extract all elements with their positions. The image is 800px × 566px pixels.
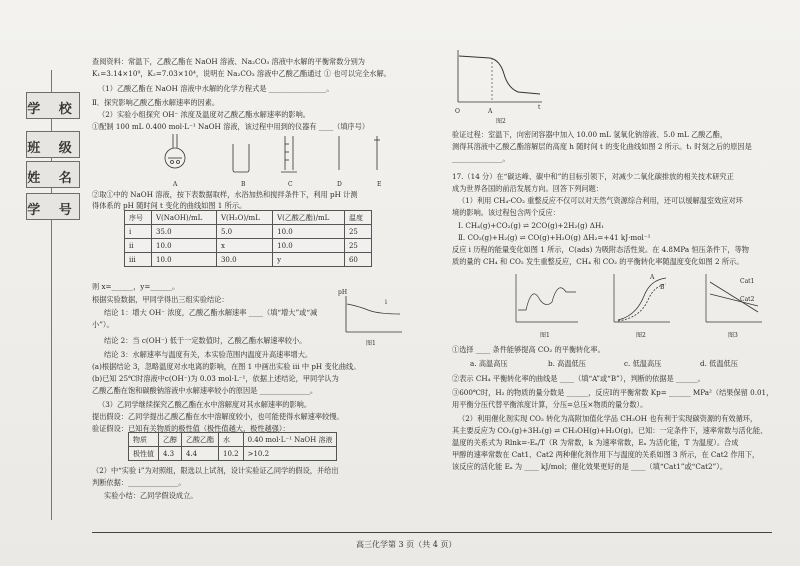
fig2-origin: O [455, 108, 460, 115]
ph-curve-figure [338, 292, 404, 338]
sidebar-line [51, 220, 52, 520]
table-row [129, 447, 337, 461]
intro-line-1: 查阅资料：常温下，乙酸乙酯在 NaOH 溶液、Na₂CO₃ 溶液中水解的平衡常数分别为 [92, 57, 365, 66]
question-4: （2）中“实验 i”为对照组，限选以上试剂，设计实验证乙同学的假设，并给出 [92, 466, 339, 475]
table-header: V(NaOH)/mL [152, 211, 217, 225]
question-b-1: (b)已知 25℃时溶液中c(OH⁻)为 0.03 mol·L⁻¹，依据上述结论，甲同学认为 [92, 374, 339, 383]
fill-x-y: 则 x=______，y=______。 [92, 282, 180, 291]
instrument-label-e: E [377, 181, 382, 188]
fig-caption-2: 图2 [636, 332, 646, 339]
q17-part-1b: 境的影响。该过程包含两个反应： [452, 208, 560, 217]
footer-rule [92, 532, 772, 533]
table-row [125, 239, 372, 253]
class-box [26, 131, 80, 158]
cat2-label: Cat2 [740, 296, 755, 303]
table-cell: 10.0 [152, 239, 217, 253]
option-c: c. 低温高压 [624, 359, 662, 368]
energy-profile-figure [510, 272, 580, 328]
curve-b [618, 284, 666, 321]
question-a: (a)根据结论 3，忽略温度对水电离的影响，在图 1 中画出实验 iii 中 pH 变化曲线。 [92, 362, 361, 371]
reaction-desc-2: 质的量的 CH₄ 和 CO₂ 发生重整反应，CH₄ 和 CO₂ 的平衡转化率随温度变化如图 2 所示。 [452, 257, 744, 266]
verify-process-2: 测得其溶液中乙酸乙酯溶解层的高度 h 随时间 t 的变化曲线如图 2 所示。t₁ 时刻之后的原因是 [452, 142, 752, 151]
table-cell: 物质 [129, 433, 159, 447]
option-b: b. 高温低压 [548, 359, 586, 368]
cat1-label: Cat1 [740, 278, 755, 285]
instrument-label-a: A [173, 181, 178, 188]
q17-part-1: （1）利用 CH₄-CO₂ 重整反应不仅可以对天然气资源综合利用，还可以缓解温室效应对环 [458, 196, 743, 205]
table-cell: ii [125, 239, 152, 253]
figure-1-caption: 图1 [366, 340, 376, 347]
curve-b-label: B [660, 284, 665, 291]
fig2-t-label: t [538, 104, 541, 111]
q17-title: 17.（14 分）在“碳达峰、碳中和”的目标引领下，对减少二氧化碳排放的相关技术研究正 [452, 172, 734, 181]
table-cell: 极性值 [129, 447, 159, 461]
part-2-line-4: 甲醇的速率常数在 Cat1、Cat2 两种催化剂作用下与温度的关系如图 3 所示，在 Cat2 作用下， [452, 450, 760, 459]
table-header: V(乙酸乙酯)/mL [273, 211, 345, 225]
sub-question-3b: 用平衡分压代替平衡浓度计算，分压=总压×物质的量分数）。 [452, 400, 648, 409]
table-cell: 0.40 mol·L⁻¹ NaOH 溶液 [243, 433, 337, 447]
sub-question-3: ③600℃时，H₂ 的物质的量分数是 ______，反应Ⅰ的平衡常数 Kp= ______ MPa²（结果保留 0.01， [452, 388, 774, 397]
verify-process-3: ______________。 [452, 154, 510, 163]
part-2-line-5: 该反应的活化能 Eₐ 为 ____ kJ/mol；催化效果更好的是 ____（填“Cat1”或“Cat2”）。 [452, 462, 728, 471]
question-3: （3）乙同学继续探究乙酸乙酯在水中溶解度对其水解速率的影响。 [98, 400, 312, 409]
conclusion-1b: 小”）。 [92, 320, 114, 329]
table-row [129, 433, 337, 447]
step-2-line-2: 得体系的 pH 随时间 t 变化的曲线如图 1 所示。 [92, 201, 247, 210]
table-cell: 10.0 [152, 253, 217, 267]
table-cell: y [273, 253, 345, 267]
instrument-label-b: B [241, 181, 246, 188]
question-b-2: 乙酸乙酯在饱和碳酸钠溶液中水解速率较小的原因是 ______________。 [92, 386, 318, 395]
step-1: ①配制 100 mL 0.400 mol·L⁻¹ NaOH 溶液，该过程中用到的仪器有 ____（填序号） [92, 122, 370, 131]
table-cell: iii [125, 253, 152, 267]
verify-process-1: 验证过程：室温下，向密闭容器中加入 10.00 mL 氢氧化钠溶液、5.0 mL 乙酸乙酯， [452, 130, 728, 139]
hypothesis: 提出假设：乙同学提出乙酸乙酯在水中溶解度较小，也可能使得水解速率较慢。 [92, 412, 344, 421]
ph-curve-series-i [347, 304, 400, 314]
height-curve-figure [452, 48, 544, 110]
instruments-figure [155, 132, 395, 182]
table-cell: 25 [344, 239, 371, 253]
table-header: 温度 [344, 211, 371, 225]
table-cell: 乙酸乙酯 [182, 433, 219, 447]
student-id-label: 学 号 [27, 203, 79, 218]
conclusion-3: 结论 3：水解速率与温度有关，本实验范围内温度升高速率增大。 [104, 350, 313, 359]
school-box [26, 92, 80, 119]
school-label: 学 校 [27, 102, 79, 117]
table-cell: 30.0 [216, 253, 272, 267]
dropper-icon [374, 136, 380, 170]
experiment-summary: 实验小结：乙同学假设成立。 [104, 491, 198, 500]
ph-series-label: i [385, 299, 387, 306]
table-cell: 10.2 [219, 447, 244, 461]
name-box [26, 161, 80, 188]
sub-question-1: ①选择 ____ 条件能够提高 CO₂ 的平衡转化率。 [452, 345, 605, 354]
instrument-label-d: D [337, 181, 342, 188]
fig-caption-3: 图3 [728, 332, 738, 339]
student-id-box [26, 193, 80, 220]
height-curve [459, 56, 540, 94]
table-cell: x [216, 239, 272, 253]
polarity-table [128, 432, 337, 461]
q17-title-b: 成为世界各国的前沿发展方向。回答下列问题： [452, 184, 603, 193]
table-header: V(H₂O)/mL [216, 211, 272, 225]
part-2-line-1: （2）利用催化剂实现 CO₂ 转化为高附加值化学品 CH₃OH 也有利于实现碳资源的有效循环， [458, 414, 758, 423]
table-cell: 10.0 [273, 225, 345, 239]
part-ii-heading: Ⅱ．探究影响乙酸乙酯水解速率的因素。 [92, 98, 220, 107]
graduated-cylinder-icon [281, 136, 297, 172]
curve-a-label: A [650, 274, 655, 281]
beaker-icon [233, 144, 249, 172]
conclusion-1: 结论 1：增大 OH⁻ 浓度，乙酸乙酯水解速率 ____（填“增大”或“减 [104, 308, 318, 317]
table-cell: 35.0 [152, 225, 217, 239]
table-header: 序号 [125, 211, 152, 225]
experiment-table [124, 210, 372, 267]
verification: 验证假设：已知有关物质的极性值（极性值越大，极性越强）： [92, 424, 290, 433]
reaction-desc-1: 反应 i 历程的能量变化如图 1 所示，C(ads) 为吸附态活性炭。在 4.8MPa 恒压条件下，等物 [452, 245, 749, 254]
table-cell: 乙醇 [159, 433, 182, 447]
question-2: （2）实验小组探究 OH⁻ 浓度及温度对乙酸乙酯水解速率的影响。 [98, 110, 310, 119]
part-2-line-3: 温度的关系式为 Rlnk=-Eₐ/T（R 为常数，k 为速率常数，Eₐ 为活化能，T 为温度）。合成 [452, 438, 739, 447]
table-cell: 60 [344, 253, 371, 267]
table-cell: 水 [219, 433, 244, 447]
table-header-row [125, 211, 372, 225]
fig2-a-label: A [488, 108, 493, 115]
table-row [125, 253, 372, 267]
name-label: 姓 名 [27, 171, 79, 186]
table-cell: i [125, 225, 152, 239]
class-label: 班 级 [27, 141, 79, 156]
conclusion-2: 结论 2：当 c(OH⁻) 低于一定数值时，乙酸乙酯水解速率较小。 [104, 336, 307, 345]
sub-question-2: ②表示 CH₄ 平衡转化率的曲线是 ____（填“A”或“B”），判断的依据是 ______。 [452, 374, 705, 383]
conclusion-basis: 根据实验数据，甲同学得出三组实验结论： [92, 295, 229, 304]
intro-line-2: K₁=3.14×10⁹，K₂=7.03×10⁴，说明在 Na₂CO₃ 溶液中乙酸乙酯通过 ① 也可以完全水解。 [92, 69, 391, 78]
table-row [125, 225, 372, 239]
reaction-1: Ⅰ. CH₄(g)+CO₂(g) ⇌ 2CO(g)+2H₂(g) ΔH₁ [458, 221, 605, 230]
ph-axis-label: pH [338, 289, 348, 296]
step-2-line-1: ②取①中的 NaOH 溶液，按下表数据取样，水浴加热和搅拌条件下，利用 pH 计测 [92, 190, 358, 199]
page-footer: 高三化学第 3 页（共 4 页） [356, 540, 457, 549]
volumetric-flask-icon [165, 134, 185, 168]
table-cell: >10.2 [243, 447, 337, 461]
table-cell: 4.4 [182, 447, 219, 461]
question-4b: 判断依据：______________。 [92, 478, 186, 487]
curve-a [618, 278, 666, 320]
table-cell: 10.0 [273, 239, 345, 253]
table-cell: 4.3 [159, 447, 182, 461]
fig-caption-1: 图1 [540, 332, 550, 339]
option-d: d. 低温低压 [700, 359, 738, 368]
table-cell: 25 [344, 225, 371, 239]
energy-curve [518, 288, 576, 310]
part-2-line-2: 其主要反应为 CO₂(g)+3H₂(g) ⇌ CH₃OH(g)+H₂O(g)。已知：一定条件下，速率常数与活化能、 [452, 426, 768, 435]
instrument-label-c: C [288, 181, 293, 188]
question-1: （1）乙酸乙酯在 NaOH 溶液中水解的化学方程式是 ________________。 [98, 84, 334, 93]
fig2-caption: 图2 [496, 118, 506, 125]
conversion-figure [608, 272, 672, 328]
reaction-2: Ⅱ. CO₂(g)+H₂(g) ⇌ CO(g)+H₂O(g) ΔH₂=+41 kJ·mol⁻¹ [458, 233, 651, 242]
option-a: a. 高温高压 [470, 359, 508, 368]
table-cell: 5.0 [216, 225, 272, 239]
